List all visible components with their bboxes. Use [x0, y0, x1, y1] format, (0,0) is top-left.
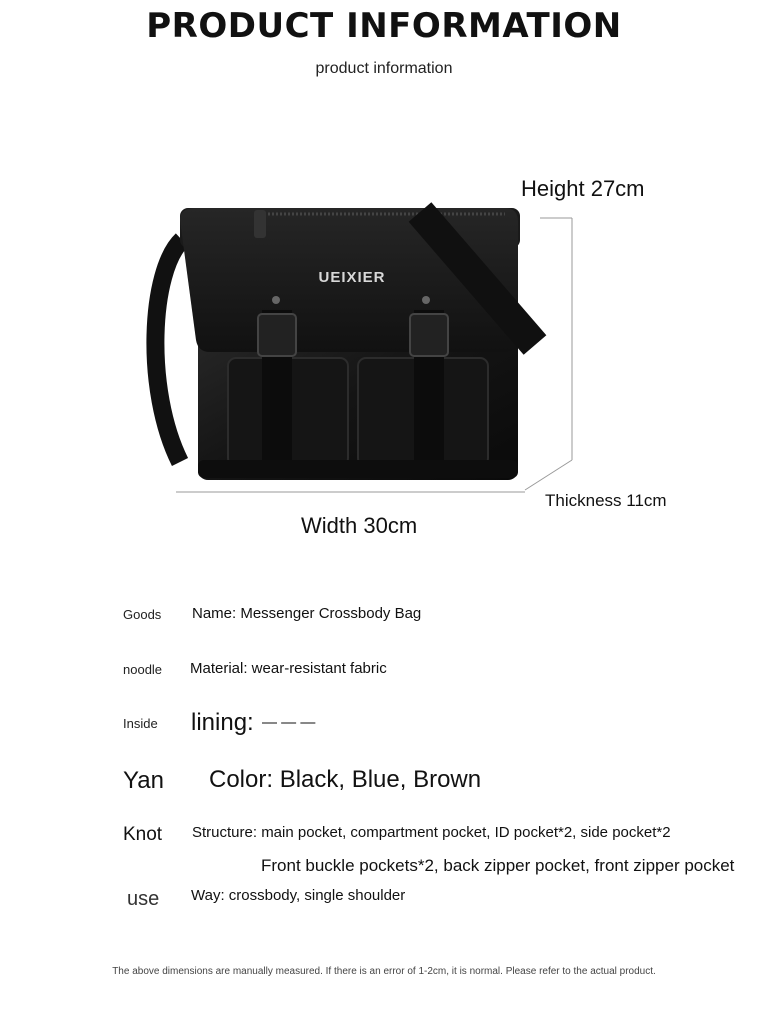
spec-key-structure: Knot: [123, 824, 163, 845]
width-label: Width 30cm: [301, 513, 418, 538]
height-label: Height 27cm: [521, 176, 645, 201]
spec-value-color: Color: Black, Blue, Brown: [209, 766, 482, 793]
spec-value-structure: Structure: main pocket, compartment pocket, ID pocket*2, side pocket*2: [192, 824, 671, 841]
spec-value-name: Name: Messenger Crossbody Bag: [192, 605, 422, 622]
spec-value-material: Material: wear-resistant fabric: [190, 660, 387, 677]
spec-key-goods: Goods: [123, 607, 162, 622]
spec-value-lining: lining:: [191, 709, 254, 736]
spec-key-color: Yan: [123, 767, 164, 794]
brand-logo: UEIXIER: [318, 269, 386, 286]
product-image: [140, 190, 580, 500]
spec-value-usage: Way: crossbody, single shoulder: [191, 887, 406, 904]
page-subtitle: product information: [315, 60, 453, 77]
spec-value-lining-dashes: — — —: [262, 714, 316, 731]
page-title: PRODUCT INFORMATION: [146, 6, 622, 46]
spec-key-material: noodle: [123, 662, 163, 677]
spec-key-lining: Inside: [123, 716, 158, 731]
spec-value-structure-line2: Front buckle pockets*2, back zipper pocket, front zipper pocket: [261, 856, 735, 875]
spec-key-usage: use: [127, 888, 160, 910]
footer-note: The above dimensions are manually measured. If there is an error of 1-2cm, it is normal. Please refer to the actual product.: [112, 966, 656, 977]
thickness-label: Thickness 11cm: [545, 491, 667, 510]
